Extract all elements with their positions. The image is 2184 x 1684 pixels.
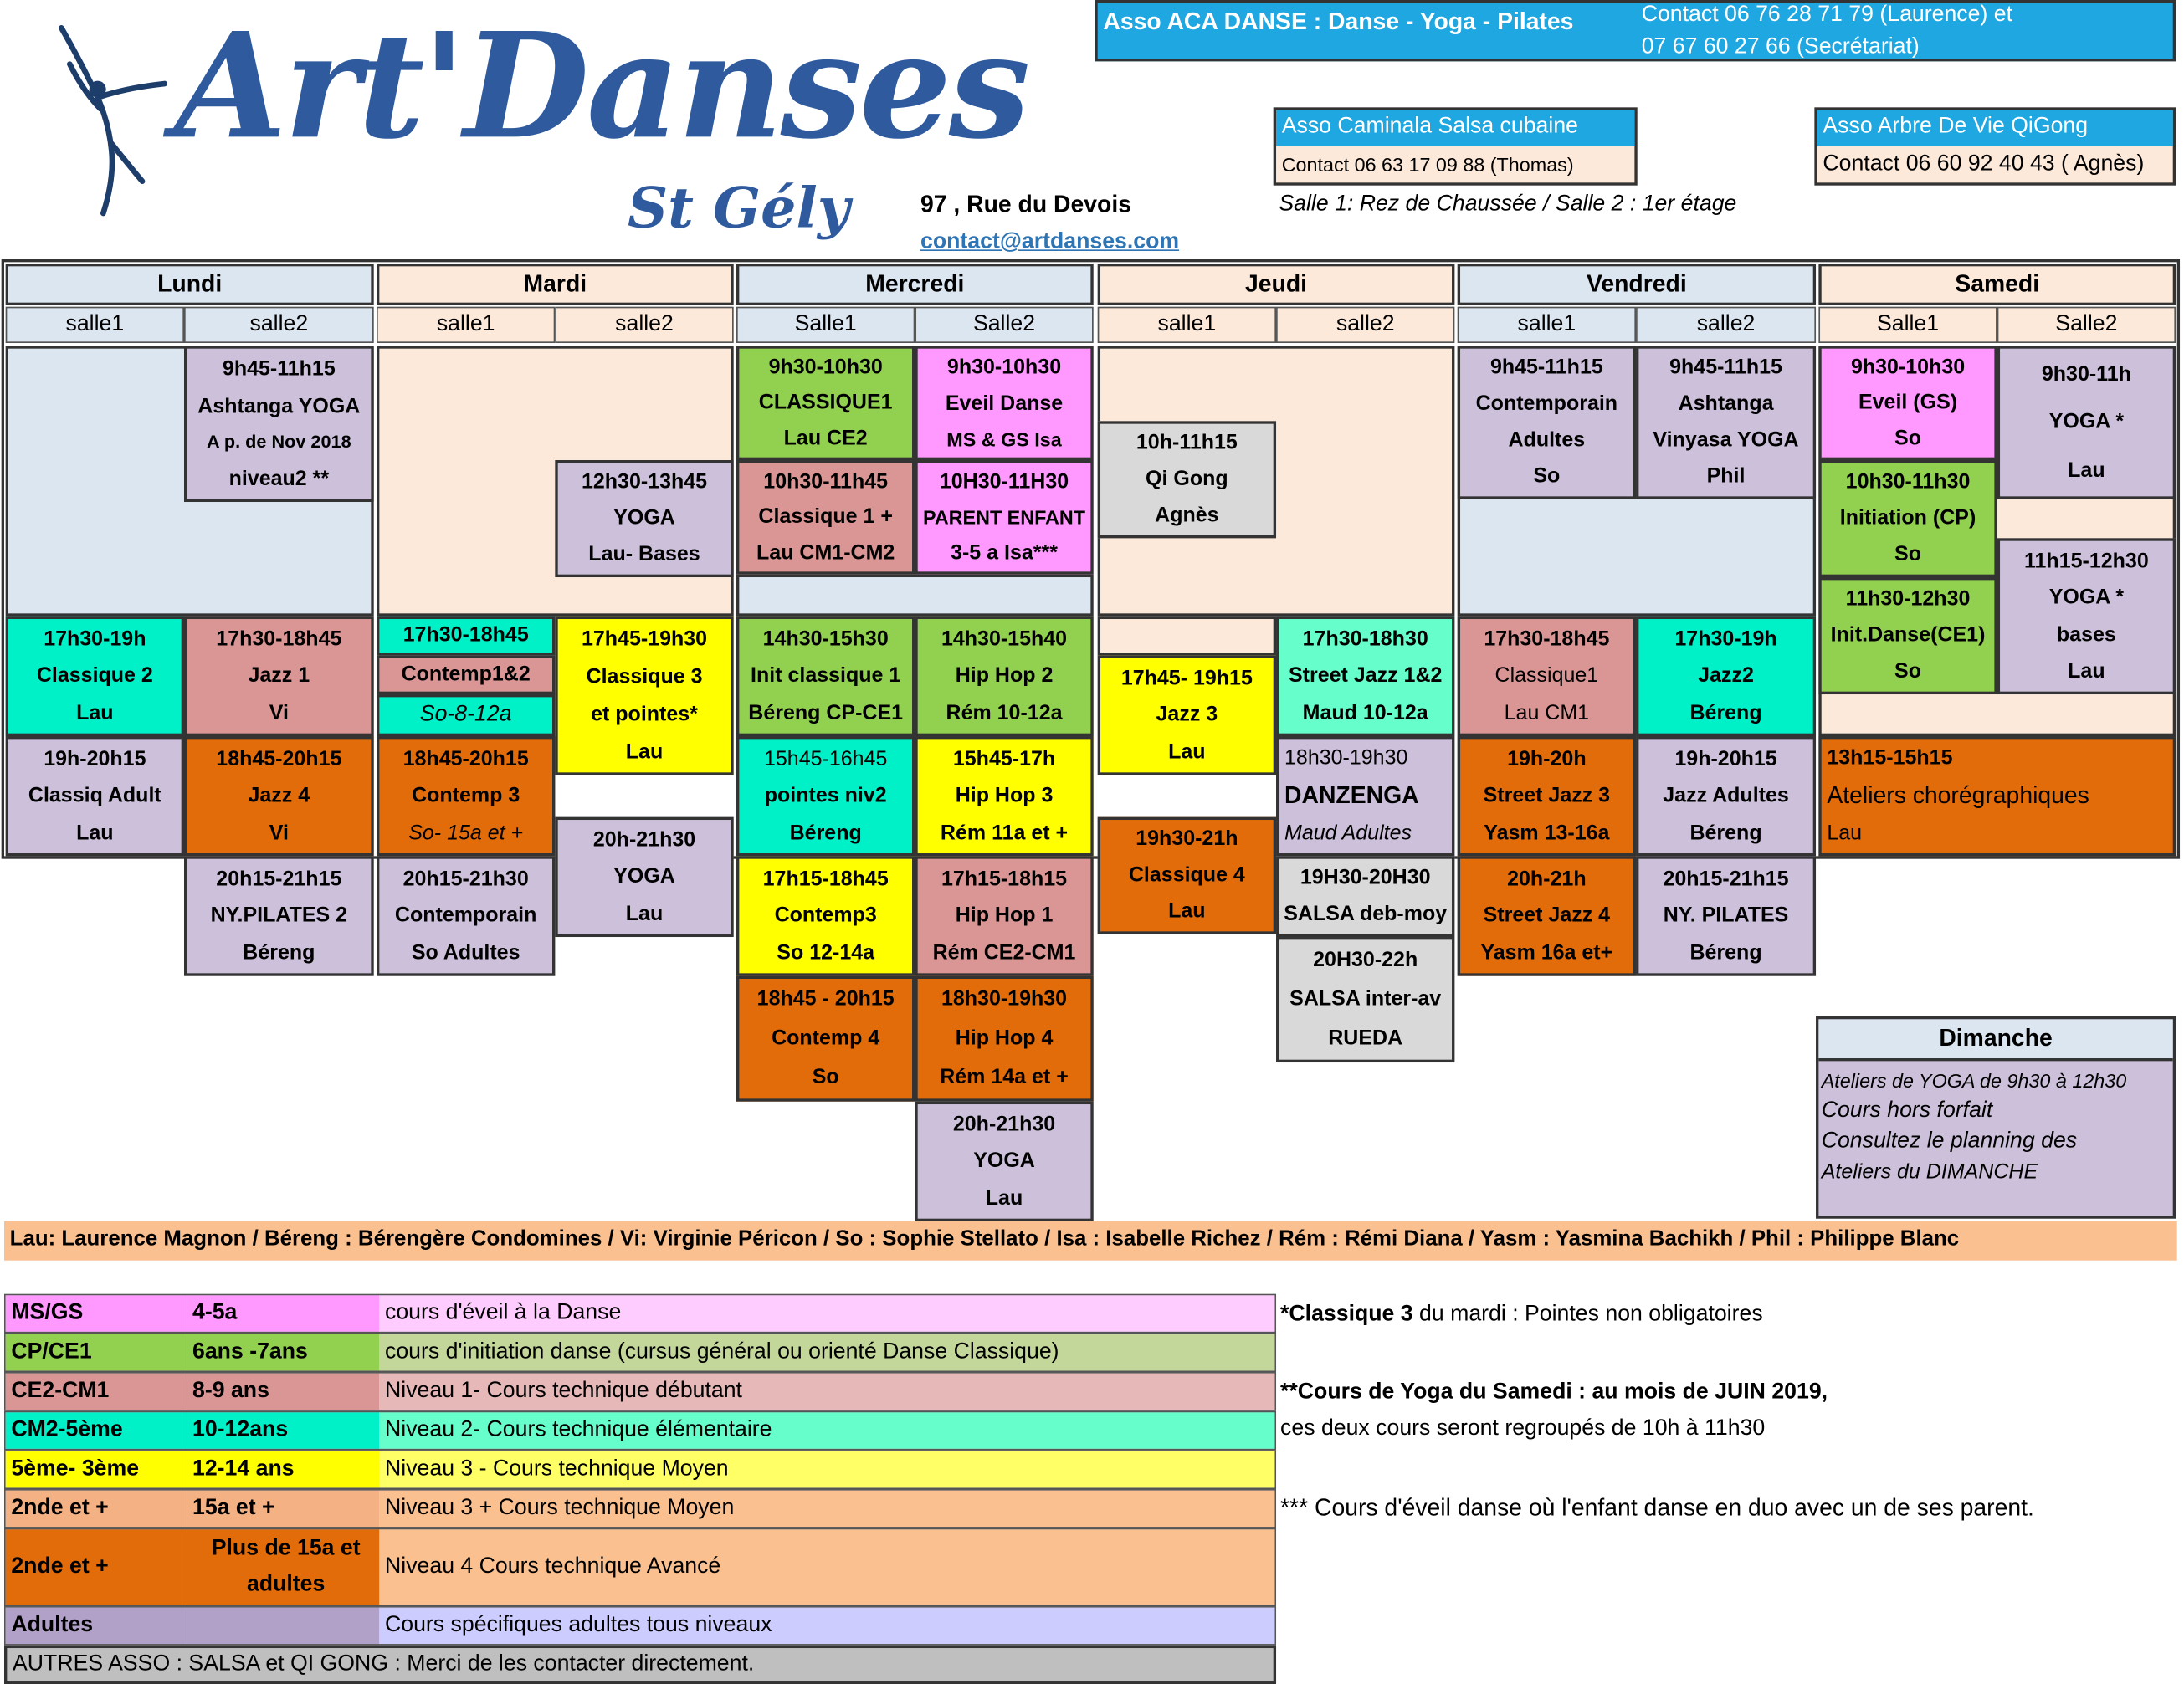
class-time: 15h45-16h45 <box>763 746 888 771</box>
class-title: Classique 1 + <box>758 504 893 530</box>
class-teacher: So <box>1894 426 1922 450</box>
dimanche-title: Dimanche <box>1818 1019 2172 1061</box>
class-time: 20h-21h <box>1507 867 1587 891</box>
day-samedi: Samedi <box>1818 264 2176 305</box>
class-teacher: Lau <box>1827 822 1863 846</box>
class-lundi-jazz-4[interactable] <box>184 736 374 856</box>
class-title: Street Jazz 4 <box>1483 903 1611 928</box>
legend-desc: Niveau 3 + Cours technique Moyen <box>379 1491 1274 1527</box>
class-time: 11h30-12h30 <box>1845 587 1971 612</box>
class-teacher: So <box>1894 659 1922 684</box>
class-time: 20h15-21h30 <box>402 867 529 891</box>
legend-level: 2nde et + <box>6 1529 187 1605</box>
day-mardi: Mardi <box>377 264 734 305</box>
class-title: YOGA <box>613 864 675 889</box>
class-mardi-contemp-info[interactable] <box>377 694 555 736</box>
class-title: Jazz 4 <box>248 784 310 808</box>
class-time: 17h30-18h30 <box>1302 627 1428 651</box>
class-teacher: Agnès <box>1155 504 1219 528</box>
legend-age <box>187 1608 379 1644</box>
dimanche-line-3: Consultez le planning des <box>1821 1129 2078 1154</box>
legend-desc: cours d'éveil à la Danse <box>379 1295 1274 1331</box>
class-teacher: Yasm 16a et+ <box>1480 941 1613 965</box>
class-time: 10h30-11h45 <box>763 469 889 494</box>
class-vendredi-street-jazz-3[interactable] <box>1458 736 1636 856</box>
class-mercredi-init-classique[interactable] <box>736 617 915 736</box>
class-title: Jazz Adultes <box>1663 784 1789 808</box>
class-title: Classique 3 <box>586 664 703 689</box>
room-mercredi-2: Salle2 <box>915 307 1093 343</box>
room-vendredi-2: salle2 <box>1636 307 1816 343</box>
class-teacher: Lau <box>76 821 114 846</box>
class-teacher: Lau <box>1168 740 1206 765</box>
class-teacher: Maud 10-12a <box>1302 701 1428 725</box>
class-teacher: Lau <box>76 701 114 725</box>
note-1-bold: *Classique 3 <box>1280 1302 1413 1327</box>
dimanche-box <box>1816 1016 2176 1219</box>
class-mardi-contemp-title[interactable] <box>377 655 555 694</box>
room-vendredi-1: salle1 <box>1458 307 1636 343</box>
class-jeudi-qi-gong[interactable] <box>1098 421 1276 538</box>
empty-jeudi-afternoon <box>1098 617 1276 656</box>
class-lundi-ny-pilates-2[interactable] <box>184 856 374 975</box>
class-samedi-yoga[interactable] <box>1997 346 2176 499</box>
class-title: pointes niv2 <box>764 784 887 808</box>
class-teacher: Lau CM1 <box>1504 701 1590 725</box>
room-samedi-1: Salle1 <box>1818 307 1997 343</box>
class-teacher: Béreng <box>1689 941 1762 965</box>
legend-row <box>4 1606 1276 1646</box>
class-time: 17h30-18h45 <box>402 623 529 647</box>
class-time: 9h30-10h30 <box>946 356 1062 380</box>
class-info: So Adultes <box>411 941 520 965</box>
class-time: 9h30-10h30 <box>1850 356 1966 380</box>
class-time: 10h30-11h30 <box>1845 470 1971 494</box>
dimanche-line-1: Ateliers de YOGA de 9h30 à 12h30 <box>1821 1069 2127 1093</box>
class-time: 10h-11h15 <box>1136 431 1238 455</box>
class-title: YOGA * <box>2048 410 2125 434</box>
class-title: NY. PILATES <box>1663 903 1789 928</box>
class-info: MS & GS Isa <box>946 427 1062 450</box>
class-mercredi-hip-hop-4[interactable] <box>915 976 1093 1102</box>
legend-desc: cours d'initiation danse (cursus général ou orienté Danse Classique) <box>379 1334 1274 1370</box>
class-time: 10H30-11H30 <box>939 470 1069 494</box>
legend-level: 2nde et + <box>6 1491 187 1527</box>
class-jeudi-salsa-inter[interactable] <box>1276 937 1454 1062</box>
class-teacher: So <box>1894 542 1922 567</box>
class-time: 19h30-21h <box>1136 827 1238 852</box>
legend-level: CP/CE1 <box>6 1334 187 1370</box>
class-teacher: Lau <box>2068 458 2105 483</box>
legend-footer <box>4 1646 1276 1684</box>
class-samedi-eveil[interactable] <box>1818 346 1997 460</box>
class-info: et pointes* <box>591 702 698 727</box>
class-jeudi-street-jazz[interactable] <box>1276 617 1454 736</box>
class-title: CLASSIQUE1 <box>758 391 893 415</box>
class-teacher: Vi <box>269 701 289 725</box>
class-time: 13h15-15h15 <box>1827 746 1953 770</box>
class-mercredi-classique1[interactable] <box>736 346 915 460</box>
class-vendredi-contemporain[interactable] <box>1458 346 1636 499</box>
legend-row <box>4 1450 1276 1489</box>
class-title: Contemporain <box>1475 392 1618 417</box>
class-time: 15h45-17h <box>952 746 1056 771</box>
class-vendredi-jazz-adultes[interactable] <box>1636 736 1816 856</box>
class-teacher: Béreng CP-CE1 <box>748 701 904 725</box>
legend-level: MS/GS <box>6 1295 187 1331</box>
class-teacher: Yasm 13-16a <box>1484 821 1610 846</box>
class-title: Qi Gong <box>1146 467 1228 492</box>
class-lundi-ashtanga-yoga[interactable] <box>184 346 374 502</box>
class-info: 3-5 a Isa*** <box>951 540 1058 565</box>
class-mardi-classique-3[interactable] <box>555 617 733 775</box>
class-samedi-initiation[interactable] <box>1818 460 1997 577</box>
class-teacher: Lau <box>1168 899 1206 924</box>
class-info: So- 15a et + <box>408 821 524 846</box>
aca-contact-2: 07 67 60 27 66 (Secrétariat) <box>1641 34 1920 59</box>
class-mardi-yoga[interactable] <box>555 460 733 577</box>
email-link[interactable]: contact@artdanses.com <box>920 230 1180 254</box>
class-vendredi-ny-pilates[interactable] <box>1636 856 1816 975</box>
note-parent-enfant <box>1280 1489 2173 1527</box>
legend-row <box>4 1372 1276 1411</box>
class-time: 9h45-11h15 <box>1669 356 1782 380</box>
logo-title: Art'Danses <box>174 0 1028 172</box>
class-time: 17h30-19h <box>1674 627 1777 651</box>
class-teacher: Rém CE2-CM1 <box>932 941 1076 965</box>
legend-row <box>4 1528 1276 1606</box>
room-jeudi-2: salle2 <box>1276 307 1454 343</box>
class-teacher: So <box>812 1065 839 1090</box>
class-title: Street Jazz 3 <box>1483 784 1611 808</box>
class-vendredi-ashtanga-vinyasa[interactable] <box>1636 346 1816 499</box>
class-lundi-classique-2[interactable] <box>6 617 184 736</box>
aca-title: Asso ACA DANSE : Danse - Yoga - Pilates <box>1103 8 1574 35</box>
room-mardi-2: salle2 <box>555 307 733 343</box>
legend-age: 8-9 ans <box>187 1374 379 1410</box>
class-title: Ateliers chorégraphiques <box>1827 782 2089 810</box>
day-lundi: Lundi <box>6 264 374 305</box>
class-title: SALSA deb-moy <box>1284 902 1448 927</box>
class-samedi-init-danse[interactable] <box>1818 577 1997 694</box>
class-info: RUEDA <box>1328 1026 1403 1051</box>
class-mercredi-parent-enfant[interactable] <box>915 460 1093 575</box>
room-lundi-2: salle2 <box>184 307 374 343</box>
class-time: 12h30-13h45 <box>581 470 708 494</box>
class-info: Vinyasa YOGA <box>1653 428 1799 453</box>
room-mercredi-1: Salle1 <box>736 307 915 343</box>
class-title: Contemporain <box>394 903 537 928</box>
class-time: 19H30-20H30 <box>1300 866 1431 890</box>
day-jeudi: Jeudi <box>1098 264 1455 305</box>
class-vendredi-street-jazz-4[interactable] <box>1458 856 1636 975</box>
note-classique-3 <box>1280 1297 1763 1333</box>
class-time: 17h15-18h15 <box>941 867 1068 891</box>
room-mardi-1: salle1 <box>377 307 555 343</box>
class-title: Hip Hop 4 <box>955 1026 1054 1051</box>
class-mercredi-hip-hop-1[interactable] <box>915 856 1093 975</box>
class-samedi-ateliers[interactable] <box>1818 736 2176 856</box>
class-info: Adultes <box>1508 428 1586 453</box>
class-mercredi-pointes-niv2[interactable] <box>736 736 915 856</box>
class-teacher: So 12-14a <box>777 941 875 965</box>
class-info: So-8-12a <box>419 702 512 727</box>
room-samedi-2: Salle2 <box>1997 307 2176 343</box>
class-teacher: Maud Adultes <box>1284 822 1412 846</box>
class-time: 20h-21h30 <box>592 827 696 852</box>
class-time: 14h30-15h30 <box>762 627 889 651</box>
day-vendredi: Vendredi <box>1458 264 1816 305</box>
class-teacher: Lau <box>625 902 664 926</box>
class-teacher: Béreng <box>1689 821 1762 846</box>
class-title: Contemp 3 <box>412 784 520 808</box>
class-time: 18h45 - 20h15 <box>756 987 895 1011</box>
legend-row <box>4 1489 1276 1528</box>
class-time: 19h-20h15 <box>44 746 146 771</box>
class-jeudi-classique-4[interactable] <box>1098 817 1276 934</box>
class-mercredi-hip-hop-3[interactable] <box>915 736 1093 856</box>
class-time: 20h15-21h15 <box>1663 867 1789 891</box>
salles-note: Salle 1: Rez de Chaussée / Salle 2 : 1er étage <box>1279 192 1737 217</box>
legend-age: 6ans -7ans <box>187 1334 379 1370</box>
legend-level: CM2-5ème <box>6 1412 187 1448</box>
class-time: 20h-21h30 <box>952 1112 1056 1136</box>
class-title: YOGA * <box>2048 586 2125 610</box>
class-time: 11h15-12h30 <box>2024 549 2149 573</box>
room-jeudi-1: salle1 <box>1098 307 1276 343</box>
class-time: 17h45- 19h15 <box>1120 666 1253 690</box>
class-teacher: Lau CE2 <box>783 426 868 450</box>
class-lundi-classiq-adult[interactable] <box>6 736 184 856</box>
arbre-contact: Contact 06 60 92 40 43 ( Agnès) <box>1823 151 2145 177</box>
legend-footer-text: AUTRES ASSO : SALSA et QI GONG : Merci de les contacter directement. <box>13 1652 755 1676</box>
dimanche-line-2: Cours hors forfait <box>1821 1098 1993 1123</box>
class-teacher: Lau <box>2068 659 2105 683</box>
class-mercredi-eveil-danse[interactable] <box>915 346 1093 460</box>
class-teacher: Lau- Bases <box>588 542 700 567</box>
teacher-legend-bar: Lau: Laurence Magnon / Béreng : Bérengère Condomines / Vi: Virginie Péricon / So : Sophie Stellato / Isa : Isabelle Richez / Rém : Rémi Diana / Yasm : Yasmina Bachikh / Phil : Philippe Blanc <box>4 1221 2177 1261</box>
class-mercredi-contemp-4[interactable] <box>736 976 915 1102</box>
class-time: 20H30-22h <box>1313 948 1418 973</box>
class-mercredi-contemp3[interactable] <box>736 856 915 975</box>
class-title: Contemp1&2 <box>401 663 531 687</box>
legend-row <box>4 1333 1276 1372</box>
legend-age: Plus de 15a et adultes <box>187 1529 379 1605</box>
class-jeudi-jazz-3[interactable] <box>1098 655 1276 775</box>
class-time: 9h45-11h15 <box>222 356 336 381</box>
caminala-contact: Contact 06 63 17 09 88 (Thomas) <box>1281 153 1574 177</box>
class-time: 19h-20h <box>1507 746 1587 771</box>
class-title: YOGA <box>973 1149 1035 1174</box>
empty-mercredi-midday <box>736 575 1094 617</box>
class-title: Initiation (CP) <box>1839 506 1976 530</box>
class-teacher: So <box>1533 464 1561 489</box>
legend-age: 4-5a <box>187 1295 379 1331</box>
class-title: Classique 4 <box>1128 863 1245 888</box>
class-title: Hip Hop 2 <box>955 663 1054 688</box>
class-teacher: Lau <box>625 740 664 765</box>
note-3-text: *** Cours d'éveil danse où l'enfant danse en duo avec un de ses parent. <box>1280 1494 2034 1522</box>
class-time: 17h30-19h <box>44 627 146 651</box>
class-teacher: Lau CM1-CM2 <box>756 540 895 565</box>
class-mardi-contemp-time[interactable] <box>377 617 555 656</box>
class-info: bases <box>2056 622 2116 647</box>
class-time: 17h15-18h45 <box>762 867 889 891</box>
class-mercredi-yoga[interactable] <box>915 1102 1093 1221</box>
legend-level: Adultes <box>6 1608 187 1644</box>
class-info: A p. de Nov 2018 <box>207 431 351 453</box>
class-time: 20h15-21h15 <box>216 867 342 891</box>
class-teacher: Rém 14a et + <box>940 1065 1069 1090</box>
class-title: Classiq Adult <box>28 784 161 808</box>
class-jeudi-danzenga[interactable] <box>1276 736 1454 856</box>
legend-row <box>4 1411 1276 1451</box>
caminala-title: Asso Caminala Salsa cubaine <box>1276 110 1634 146</box>
note-2-bold: **Cours de Yoga du Samedi : au mois de JUIN 2019, <box>1280 1380 1828 1405</box>
class-level: niveau2 ** <box>228 467 330 491</box>
class-vendredi-jazz2[interactable] <box>1636 617 1816 736</box>
class-time: 17h45-19h30 <box>581 627 708 652</box>
class-title: Classique1 <box>1494 663 1599 688</box>
class-time: 17h30-18h45 <box>216 627 342 651</box>
class-title: Contemp3 <box>774 903 877 928</box>
note-2-text: ces deux cours seront regroupés de 10h à 11h30 <box>1280 1415 1766 1441</box>
class-title: Eveil Danse <box>945 392 1064 416</box>
class-time: 9h45-11h15 <box>1489 356 1603 380</box>
class-jeudi-salsa-deb[interactable] <box>1276 856 1454 937</box>
legend-desc: Niveau 1- Cours technique débutant <box>379 1374 1274 1410</box>
legend-age: 15a et + <box>187 1491 379 1527</box>
class-time: 18h45-20h15 <box>216 746 342 771</box>
class-mardi-contemporain[interactable] <box>377 856 555 975</box>
room-lundi-1: salle1 <box>6 307 184 343</box>
class-time: 9h30-11h <box>2041 361 2131 386</box>
class-time: 18h30-19h30 <box>941 987 1068 1011</box>
class-time: 9h30-10h30 <box>768 356 883 380</box>
class-title: Jazz 3 <box>1156 703 1218 727</box>
note-yoga-samedi <box>1280 1374 1828 1446</box>
legend-age: 10-12ans <box>187 1412 379 1448</box>
class-time: 18h30-19h30 <box>1284 746 1408 770</box>
class-vendredi-classique1[interactable] <box>1458 617 1636 736</box>
class-teacher: Béreng <box>1689 701 1762 725</box>
class-teacher: Béreng <box>789 821 862 846</box>
class-teacher: Rém 11a et + <box>940 821 1069 846</box>
class-time: 18h45-20h15 <box>402 746 529 771</box>
legend-desc: Niveau 2- Cours technique élémentaire <box>379 1412 1274 1448</box>
day-mercredi: Mercredi <box>736 264 1094 305</box>
class-title: Eveil (GS) <box>1858 391 1958 415</box>
class-title: Ashtanga <box>1678 392 1774 417</box>
class-title: Contemp 4 <box>772 1026 880 1051</box>
class-mercredi-hip-hop-2[interactable] <box>915 617 1093 736</box>
class-teacher: Phil <box>1706 464 1746 489</box>
arbre-title: Asso Arbre De Vie QiGong <box>1817 110 2173 146</box>
class-time: 19h-20h15 <box>1674 746 1777 771</box>
class-teacher: Vi <box>269 821 289 846</box>
legend-desc: Cours spécifiques adultes tous niveaux <box>379 1608 1274 1644</box>
legend-level: CE2-CM1 <box>6 1374 187 1410</box>
class-samedi-yoga-bases[interactable] <box>1997 538 2176 694</box>
class-title: Jazz2 <box>1698 663 1754 688</box>
class-title: DANZENGA <box>1284 782 1419 810</box>
note-1-text: du mardi : Pointes non obligatoires <box>1412 1302 1763 1327</box>
class-teacher: Lau <box>985 1186 1023 1211</box>
class-mardi-contemp-3[interactable] <box>377 736 555 856</box>
class-teacher: Rém 10-12a <box>946 701 1063 725</box>
class-title: Hip Hop 3 <box>955 784 1054 808</box>
legend-age: 12-14 ans <box>187 1451 379 1487</box>
legend-desc: Niveau 3 - Cours technique Moyen <box>379 1451 1274 1487</box>
legend-desc: Niveau 4 Cours technique Avancé <box>379 1529 1274 1605</box>
class-title: Init.Danse(CE1) <box>1830 623 1986 647</box>
class-teacher: Béreng <box>243 941 315 965</box>
legend-level: 5ème- 3ème <box>6 1451 187 1487</box>
class-title: YOGA <box>613 506 675 530</box>
class-mardi-yoga-evening[interactable] <box>555 817 733 937</box>
class-title: Hip Hop 1 <box>955 903 1054 928</box>
class-title: Ashtanga YOGA <box>197 394 361 418</box>
class-time: 14h30-15h40 <box>941 627 1068 651</box>
legend-row <box>4 1294 1276 1333</box>
address: 97 , Rue du Devois <box>920 191 1131 218</box>
aca-contact-1: Contact 06 76 28 71 79 (Laurence) et <box>1641 3 2012 27</box>
class-title: Jazz 1 <box>248 663 310 688</box>
class-title: NY.PILATES 2 <box>210 903 348 928</box>
class-mercredi-classique-1-plus[interactable] <box>736 460 915 575</box>
class-title: PARENT ENFANT <box>922 505 1086 529</box>
class-time: 17h30-18h45 <box>1484 627 1610 651</box>
class-title: Init classique 1 <box>751 663 901 688</box>
class-title: SALSA inter-av <box>1289 987 1442 1011</box>
logo-subtitle: St Gély <box>628 176 850 242</box>
class-title: Street Jazz 1&2 <box>1288 663 1443 688</box>
class-lundi-jazz-1[interactable] <box>184 617 374 736</box>
dimanche-line-4: Ateliers du DIMANCHE <box>1821 1159 2038 1185</box>
class-title: Classique 2 <box>36 663 153 688</box>
